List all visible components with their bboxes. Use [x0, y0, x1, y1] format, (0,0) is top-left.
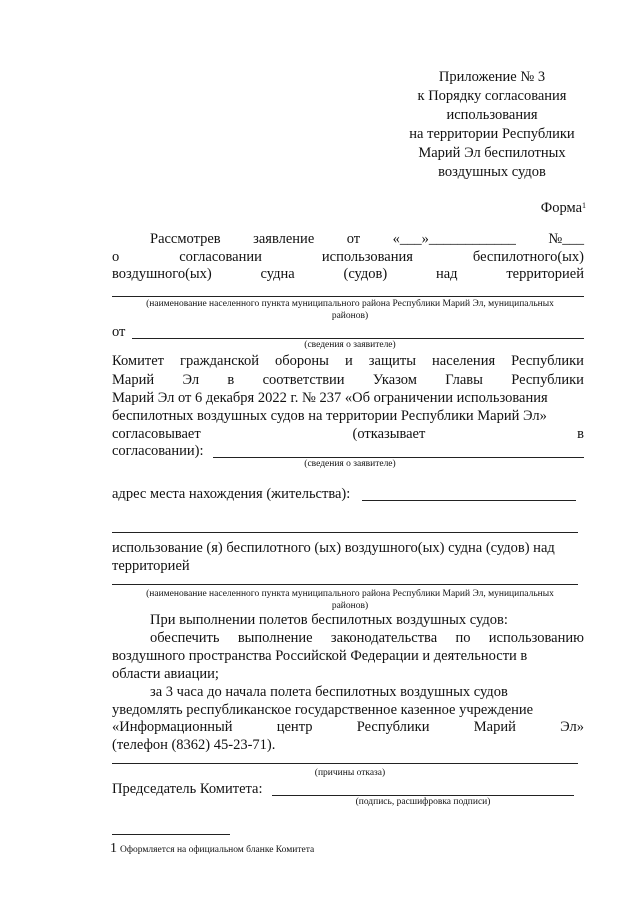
word: заявление	[253, 231, 315, 247]
word: Эл»	[560, 719, 584, 735]
form-label-text: Форма	[540, 200, 582, 216]
word: Указом	[372, 372, 417, 388]
word: Эл	[182, 372, 200, 388]
condition-2-line-4: (телефон (8362) 45-23-71).	[112, 737, 276, 753]
condition-2-line-1: за 3 часа до начала полета беспилотных воздушных судов	[150, 684, 508, 700]
word: выполнение	[237, 630, 313, 646]
committee-line-4: беспилотных воздушных судов на территории Республики Марий Эл»	[112, 408, 547, 424]
address-blank-line-2[interactable]	[112, 532, 578, 533]
word: согласовывает	[112, 426, 201, 442]
condition-2-line-2: уведомлять республиканское государственное казенное учреждение	[112, 702, 534, 718]
usage-line-2: территорией	[112, 558, 190, 574]
caption-line: (наименование населенного пункта муниципального района Республики Марий Эл, муниципальных	[146, 589, 554, 599]
from-label: от	[112, 324, 126, 340]
intro-line-2	[112, 249, 584, 266]
word: Республики	[356, 719, 430, 735]
header-line: Марий Эл беспилотных	[418, 145, 566, 161]
word: над	[435, 266, 458, 282]
word: воздушного(ых)	[112, 266, 212, 282]
word: Марий	[112, 372, 155, 388]
caption-signature: (подпись, расшифровка подписи)	[355, 797, 491, 807]
settlement-blank-line-2[interactable]	[112, 584, 578, 585]
word: использования	[321, 249, 413, 265]
word: о	[112, 249, 120, 265]
caption-line: районов)	[331, 601, 369, 611]
word: и	[344, 353, 353, 369]
caption-applicant: (сведения о заявителе)	[304, 340, 396, 350]
settlement-blank-line[interactable]	[112, 296, 584, 297]
word: защиты	[368, 353, 416, 369]
committee-line-2	[112, 372, 584, 389]
word: судна	[260, 266, 295, 282]
word: в	[577, 426, 584, 442]
usage-line-1: использование (я) беспилотного (ых) воздушного(ых) судна (судов) над	[112, 540, 555, 556]
condition-2-line-3	[112, 719, 584, 736]
word: населения	[432, 353, 496, 369]
condition-1-line-2: воздушного пространства Российской Федерации и деятельности в	[112, 648, 528, 664]
header-line: к Порядку согласования	[417, 88, 567, 104]
word: Марий	[473, 719, 516, 735]
footnote-text: Оформляется на официальном бланке Комитета	[120, 845, 315, 855]
caption-settlement	[112, 298, 588, 322]
condition-1-line-1	[150, 630, 584, 647]
committee-line-5	[112, 426, 584, 443]
word: (отказывает	[352, 426, 426, 442]
word: согласовании	[179, 249, 262, 265]
word: обеспечить	[150, 630, 220, 646]
word: Главы	[445, 372, 483, 388]
intro-line-1	[150, 231, 584, 248]
intro-line-3	[112, 266, 584, 283]
address-label: адрес места нахождения (жительства):	[112, 486, 351, 502]
word: соответствии	[262, 372, 345, 388]
footnote-mark: 1	[110, 841, 117, 856]
chairman-label: Председатель Комитета:	[112, 781, 263, 797]
word: Рассмотрев	[150, 231, 221, 247]
footnote-divider	[112, 834, 230, 835]
word: территорией	[506, 266, 584, 282]
word: «Информационный	[112, 719, 233, 735]
refusal-blank-line[interactable]	[112, 763, 578, 764]
word: по	[455, 630, 471, 646]
word: в	[227, 372, 235, 388]
word: Комитет	[112, 353, 164, 369]
caption-applicant-2: (сведения о заявителе)	[304, 459, 396, 469]
word: беспилотного(ых)	[472, 249, 584, 265]
form-label	[541, 200, 586, 217]
date-blank: «___»____________	[392, 231, 516, 247]
footnote	[110, 841, 314, 857]
caption-line: (наименование населенного пункта муниципального района Республики Марий Эл, муниципальных	[146, 299, 554, 309]
footnote-ref: 1	[582, 201, 586, 210]
header-line: Приложение № 3	[438, 69, 546, 85]
caption-refusal: (причины отказа)	[314, 768, 386, 778]
word: (судов)	[343, 266, 388, 282]
word: центр	[276, 719, 313, 735]
word: законодательства	[330, 630, 438, 646]
word: Республики	[511, 372, 584, 388]
caption-settlement-2	[112, 588, 588, 612]
header-line: на территории Республики	[409, 126, 575, 142]
caption-line: районов)	[331, 311, 369, 321]
committee-line-1	[112, 353, 584, 370]
word: обороны	[275, 353, 329, 369]
word: гражданской	[180, 353, 259, 369]
word: от	[346, 231, 361, 247]
committee-line-6: согласовании):	[112, 443, 204, 459]
conditions-intro: При выполнении полетов беспилотных воздушных судов:	[150, 612, 508, 628]
header-line: использования	[446, 107, 538, 123]
header-line: воздушных судов	[438, 164, 546, 180]
address-blank-line[interactable]	[362, 500, 576, 501]
word: использованию	[488, 630, 584, 646]
committee-line-3: Марий Эл от 6 декабря 2022 г. № 237 «Об ограничении использования	[112, 390, 548, 406]
condition-1-line-3: области авиации;	[112, 666, 219, 682]
appendix-header	[372, 68, 612, 182]
word: Республики	[511, 353, 584, 369]
number-blank: №___	[548, 231, 584, 247]
